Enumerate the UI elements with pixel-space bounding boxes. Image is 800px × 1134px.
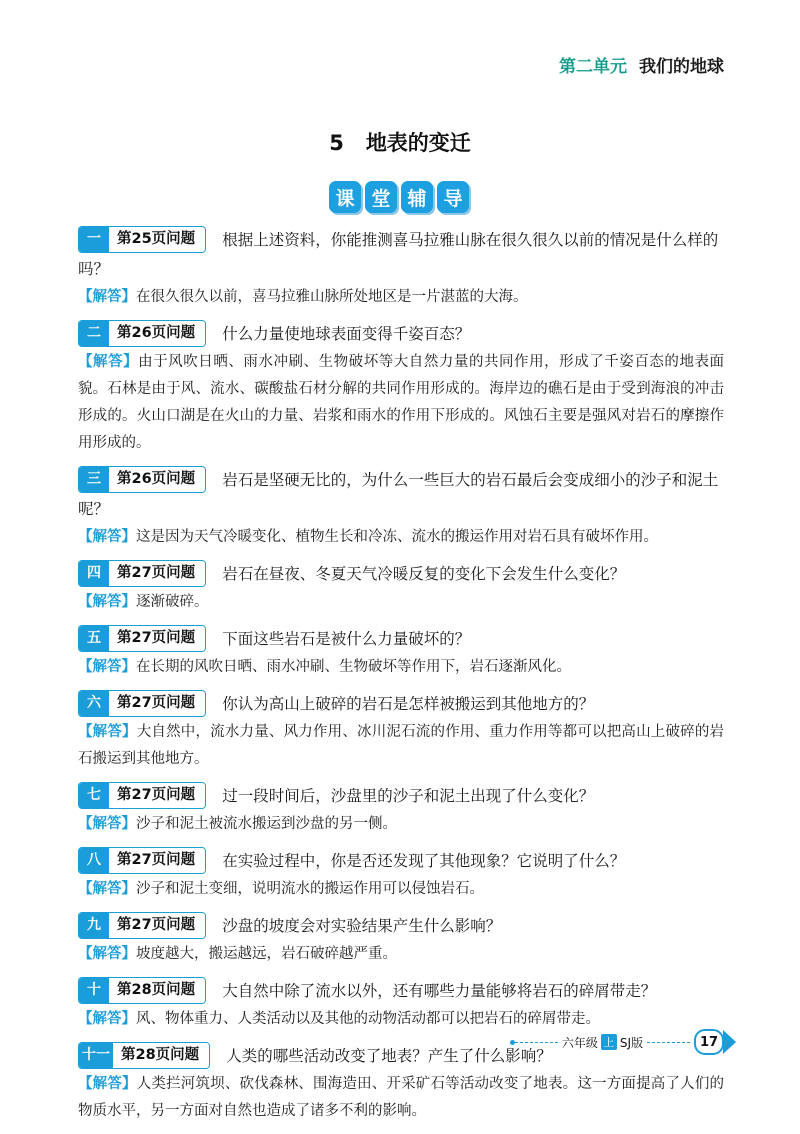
qa-item (78, 320, 724, 457)
section-title (329, 181, 469, 213)
question (78, 690, 724, 719)
question-label (78, 1042, 210, 1069)
question-page: 第26页问题 (109, 467, 205, 492)
question-page: 第27页问题 (109, 783, 205, 808)
question-label (78, 466, 206, 493)
qa-item (78, 912, 724, 968)
question (78, 782, 724, 811)
answer-text: 逐渐破碎。 (136, 594, 209, 610)
question-label (78, 782, 206, 809)
section-title-char: 堂 (365, 181, 397, 213)
answer-label: 【解答】 (78, 946, 136, 962)
page-arrow-icon (723, 1030, 736, 1054)
question (78, 847, 724, 876)
question (78, 320, 724, 349)
qa-item (78, 560, 724, 616)
question-label (78, 560, 206, 587)
unit-number: 第二单元 (559, 57, 627, 77)
question-page: 第28页问题 (109, 978, 205, 1003)
question (78, 466, 724, 524)
unit-title: 我们的地球 (639, 57, 724, 77)
qa-item (78, 466, 724, 551)
answer (78, 876, 724, 903)
answer-label: 【解答】 (78, 594, 136, 610)
question-page: 第25页问题 (109, 227, 205, 252)
question-text: 在实验过程中，你是否还发现了其他现象？它说明了什么？ (222, 852, 626, 870)
answer (78, 654, 724, 681)
question-text: 根据上述资料，你能推测喜马拉雅山脉在很久很久以前的情况是什么样的吗？ (78, 231, 719, 278)
question-page: 第27页问题 (109, 626, 205, 651)
answer-text: 在很久很久以前，喜马拉雅山脉所处地区是一片湛蓝的大海。 (136, 289, 528, 305)
answer-label: 【解答】 (78, 1011, 136, 1027)
question-label (78, 912, 206, 939)
question-number: 六 (79, 691, 109, 716)
page-footer (510, 1030, 736, 1054)
question (78, 560, 724, 589)
answer-text: 这是因为天气冷暖变化、植物生长和冷冻、流水的搬运作用对岩石具有破坏作用。 (136, 529, 658, 545)
footer-grade (558, 1034, 647, 1051)
answer-label: 【解答】 (78, 816, 136, 832)
answer-text: 人类拦河筑坝、砍伐森林、围海造田、开采矿石等活动改变了地表。这一方面提高了人们的物质水平，另一方面对自然也造成了诸多不利的影响。 (78, 1076, 725, 1119)
section-title-char: 课 (329, 181, 361, 213)
question-number: 二 (79, 321, 109, 346)
question-number: 五 (79, 626, 109, 651)
question-number: 七 (79, 783, 109, 808)
question-label (78, 690, 206, 717)
lesson-number: 5 (329, 131, 344, 155)
section-title-char: 导 (437, 181, 469, 213)
qa-item (78, 690, 724, 773)
unit-header (559, 52, 724, 77)
question-label (78, 226, 206, 253)
answer (78, 589, 724, 616)
answer-label: 【解答】 (78, 289, 136, 305)
answer-text: 在长期的风吹日晒、雨水冲刷、生物破坏等作用下，岩石逐渐风化。 (136, 659, 571, 675)
question-text: 什么力量使地球表面变得千姿百态？ (222, 325, 471, 343)
answer-text: 由于风吹日晒、雨水冲刷、生物破坏等大自然力量的共同作用，形成了千姿百态的地表面貌。石林是由于风、流水、碳酸盐石材分解的共同作用形成的。海岸边的礁石是由于受到海浪的冲击形成的。火山口湖是在火山的力量、岩浆和雨水的作用下形成的。风蚀石主要是强风对岩石的摩擦作用形成的。 (78, 354, 725, 451)
footer-grade-text: 六年级 (561, 1035, 598, 1050)
question-text: 人类的哪些活动改变了地表？产生了什么影响？ (226, 1047, 552, 1065)
question-label (78, 625, 206, 652)
question-page: 第27页问题 (109, 913, 205, 938)
question (78, 625, 724, 654)
question (78, 912, 724, 941)
question-page: 第26页问题 (109, 321, 205, 346)
lesson-title (0, 127, 800, 157)
question-number: 十一 (79, 1043, 113, 1068)
qa-item (78, 782, 724, 838)
answer-label: 【解答】 (78, 1076, 137, 1092)
footer-edition: SJ版 (619, 1035, 644, 1050)
answer-text: 坡度越大，搬运越远，岩石破碎越严重。 (136, 946, 397, 962)
question-label (78, 847, 206, 874)
question-text: 下面这些岩石是被什么力量破坏的？ (222, 630, 471, 648)
qa-item (78, 847, 724, 903)
qa-item (78, 226, 724, 311)
answer (78, 941, 724, 968)
question-number: 八 (79, 848, 109, 873)
qa-item (78, 625, 724, 681)
answer (78, 284, 724, 311)
lesson-name: 地表的变迁 (365, 131, 471, 155)
question-page: 第27页问题 (109, 561, 205, 586)
question-text: 大自然中除了流水以外，还有哪些力量能够将岩石的碎屑带走？ (222, 982, 657, 1000)
answer (78, 1071, 724, 1125)
qa-item (78, 1042, 724, 1125)
question-text: 你认为高山上破碎的岩石是怎样被搬运到其他地方的？ (222, 695, 595, 713)
question-number: 十 (79, 978, 109, 1003)
question-number: 四 (79, 561, 109, 586)
answer (78, 719, 724, 773)
answer-label: 【解答】 (78, 529, 136, 545)
question-text: 岩石在昼夜、冬夏天气冷暖反复的变化下会发生什么变化？ (222, 565, 626, 583)
question-number: 九 (79, 913, 109, 938)
question-page: 第27页问题 (109, 691, 205, 716)
footer-dash-line (647, 1042, 690, 1043)
answer-text: 大自然中，流水力量、风力作用、冰川泥石流的作用、重力作用等都可以把高山上破碎的岩石搬运到其他地方。 (78, 724, 725, 767)
question-text: 沙盘的坡度会对实验结果产生什么影响？ (222, 917, 502, 935)
question-label (78, 977, 206, 1004)
answer-text: 沙子和泥土变细，说明流水的搬运作用可以侵蚀岩石。 (136, 881, 484, 897)
question-page: 第28页问题 (113, 1043, 209, 1068)
answer (78, 1006, 724, 1033)
question-number: 一 (79, 227, 109, 252)
question-page: 第27页问题 (109, 848, 205, 873)
page-number: 17 (694, 1029, 724, 1055)
footer-volume: 上 (601, 1034, 617, 1050)
answer-label: 【解答】 (78, 724, 137, 740)
footer-dash-line (515, 1042, 558, 1043)
question-number: 三 (79, 467, 109, 492)
answer (78, 811, 724, 838)
section-title-char: 辅 (401, 181, 433, 213)
answer-label: 【解答】 (78, 659, 136, 675)
answer-label: 【解答】 (78, 881, 136, 897)
answer-label: 【解答】 (78, 354, 139, 370)
answer-text: 风、物体重力、人类活动以及其他的动物活动都可以把岩石的碎屑带走。 (136, 1011, 600, 1027)
answer (78, 349, 724, 457)
question (78, 977, 724, 1006)
qa-list (78, 226, 724, 1134)
question-text: 岩石是坚硬无比的，为什么一些巨大的岩石最后会变成细小的沙子和泥土呢？ (78, 471, 719, 518)
answer (78, 524, 724, 551)
question (78, 226, 724, 284)
qa-item (78, 977, 724, 1033)
question-text: 过一段时间后，沙盘里的沙子和泥土出现了什么变化？ (222, 787, 595, 805)
answer-text: 沙子和泥土被流水搬运到沙盘的另一侧。 (136, 816, 397, 832)
question-label (78, 320, 206, 347)
